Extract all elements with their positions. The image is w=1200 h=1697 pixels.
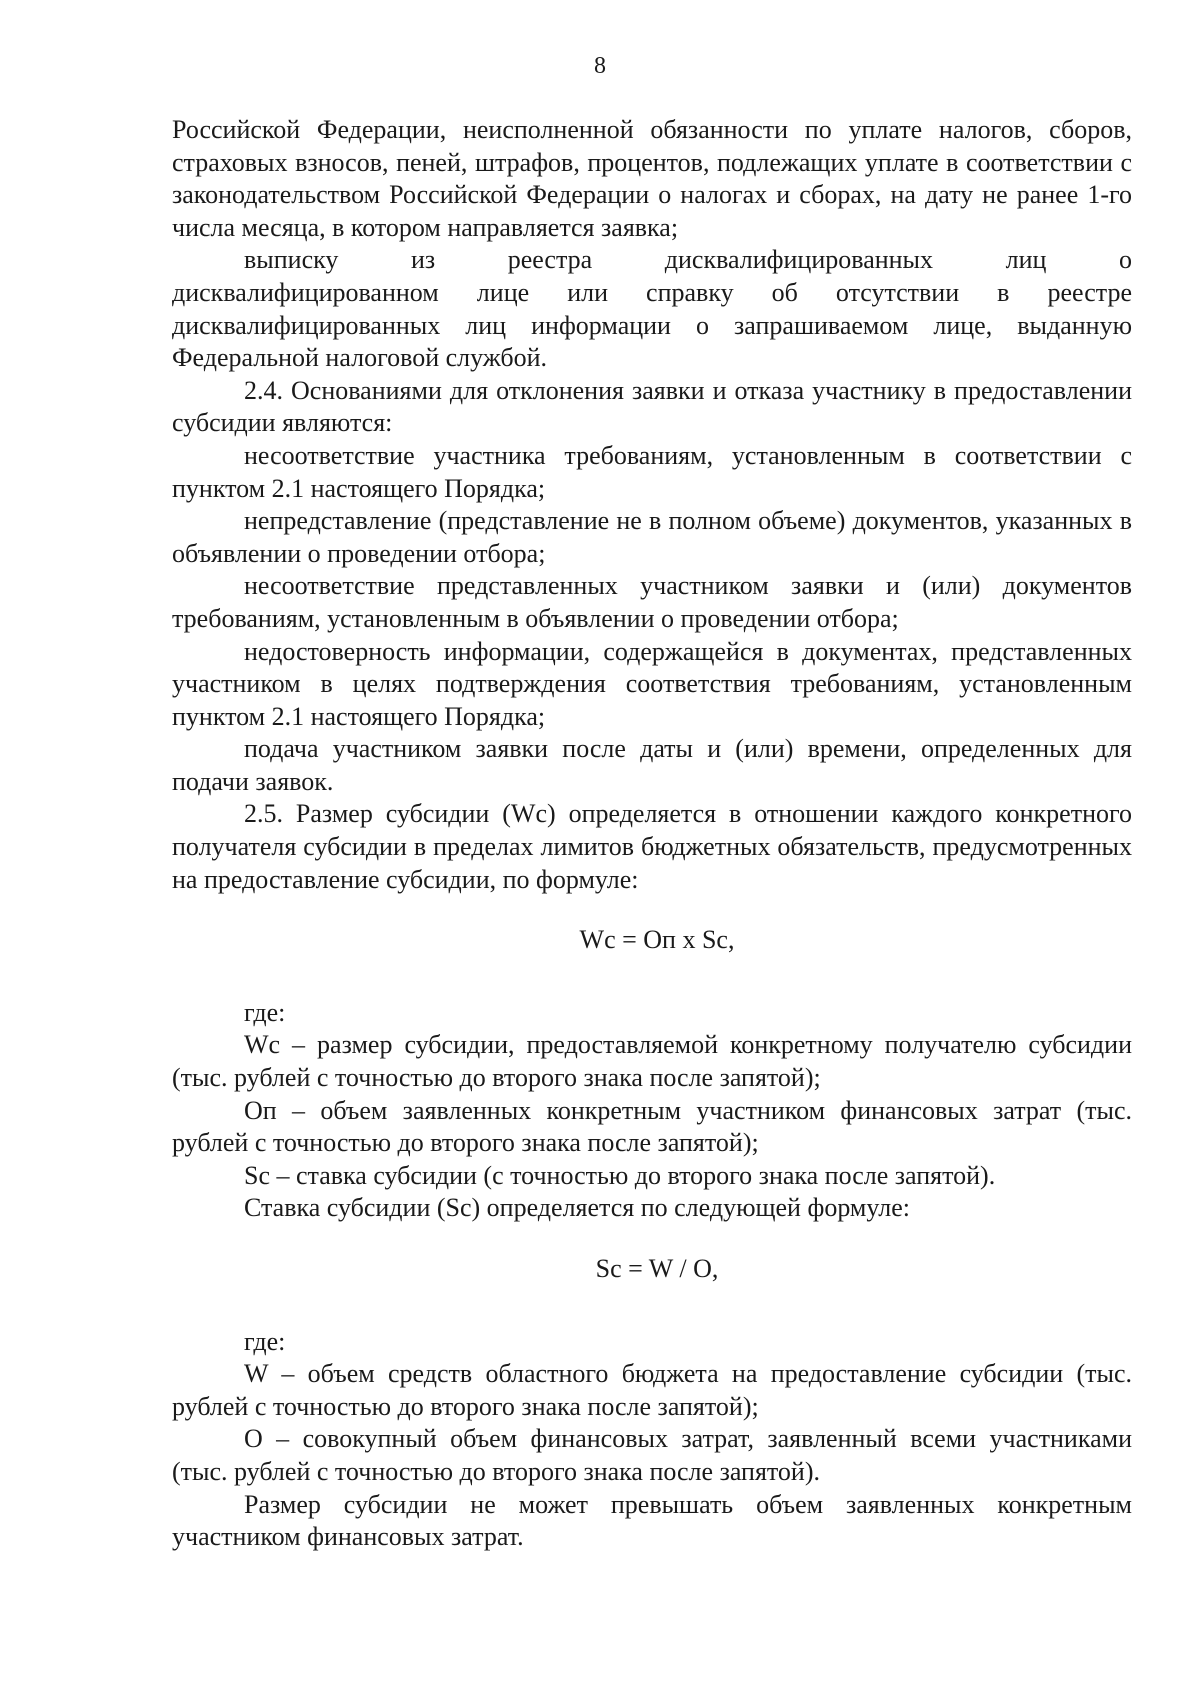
document-body: [172, 114, 1132, 1554]
registry-word: из: [410, 245, 436, 275]
formula-wc: Wc = Оп x Sc,: [579, 925, 735, 955]
registry-word: о: [1118, 245, 1132, 275]
definition-w: W – объем средств областного бюджета на предоставление субсидии (тыс. рублей с точностью до второго знака после запятой);: [172, 1359, 1132, 1421]
paragraph-application-mismatch: несоответствие представленных участником заявки и (или) документов требованиям, установленным в объявлении о проведении отбора;: [172, 571, 1132, 633]
paragraph-tax-obligations: Российской Федерации, неисполненной обязанности по уплате налогов, сборов, страховых взносов, пеней, штрафов, процентов, подлежащих уплате в соответствии с законодательством Российской Федерации о налогах и сборах, на дату не ранее 1-го числа месяца, в котором направляется заявка;: [172, 115, 1132, 242]
registry-word: лиц: [1005, 245, 1047, 275]
registry-word: дисквалифицированных: [664, 245, 934, 275]
definition-o: О – совокупный объем финансовых затрат, заявленный всеми участниками (тыс. рублей с точностью до второго знака после запятой).: [172, 1424, 1132, 1486]
where-label: где:: [244, 997, 286, 1027]
definition-sc: Sc – ставка субсидии (с точностью до второго знака после запятой).: [244, 1160, 996, 1190]
definition-wc: Wc – размер субсидии, предоставляемой конкретному получателю субсидии (тыс. рублей с точностью до второго знака после запятой);: [172, 1030, 1132, 1093]
paragraph-false-information: недостоверность информации, содержащейся в документах, представленных участником в целях подтверждения соответствия требованиям, установленным пунктом 2.1 настоящего Порядка;: [172, 636, 1132, 731]
definition-op: Оп – объем заявленных конкретным участником финансовых затрат (тыс. рублей с точностью до второго знака после запятой);: [172, 1095, 1132, 1158]
paragraph-subsidy-limit: Размер субсидии не может превышать объем заявленных конкретным участником финансовых затрат.: [172, 1489, 1132, 1552]
paragraph-2-5: 2.5. Размер субсидии (Wc) определяется в отношении каждого конкретного получателя субсидии в пределах лимитов бюджетных обязательств, предусмотренных на предоставление субсидии, по формуле:: [172, 799, 1132, 894]
paragraph-documents-missing: непредставление (представление не в полном объеме) документов, указанных в объявлении о проведении отбора;: [172, 506, 1132, 568]
registry-word: выписку: [244, 245, 339, 275]
paragraph-2-4: 2.4. Основаниями для отклонения заявки и отказа участнику в предоставлении субсидии являются:: [172, 375, 1132, 438]
paragraph-late-submission: подача участником заявки после даты и (или) времени, определенных для подачи заявок.: [172, 734, 1132, 796]
page-number: 8: [594, 53, 606, 79]
where-label: где:: [244, 1326, 286, 1356]
paragraph-registry-rest: дисквалифицированном лице или справку об отсутствии в реестре дисквалифицированных лиц информации о запрашиваемом лице, выданную Федеральной налоговой службой.: [172, 277, 1132, 373]
paragraph-rate-formula-intro: Ставка субсидии (Sc) определяется по следующей формуле:: [244, 1193, 910, 1223]
formula-sc: Sc = W / O,: [595, 1254, 719, 1283]
paragraph-registry-first-line: [172, 244, 1132, 277]
registry-word: реестра: [507, 245, 593, 275]
paragraph-requirements-mismatch: несоответствие участника требованиям, установленным в соответствии с пунктом 2.1 настоящего Порядка;: [172, 440, 1132, 503]
